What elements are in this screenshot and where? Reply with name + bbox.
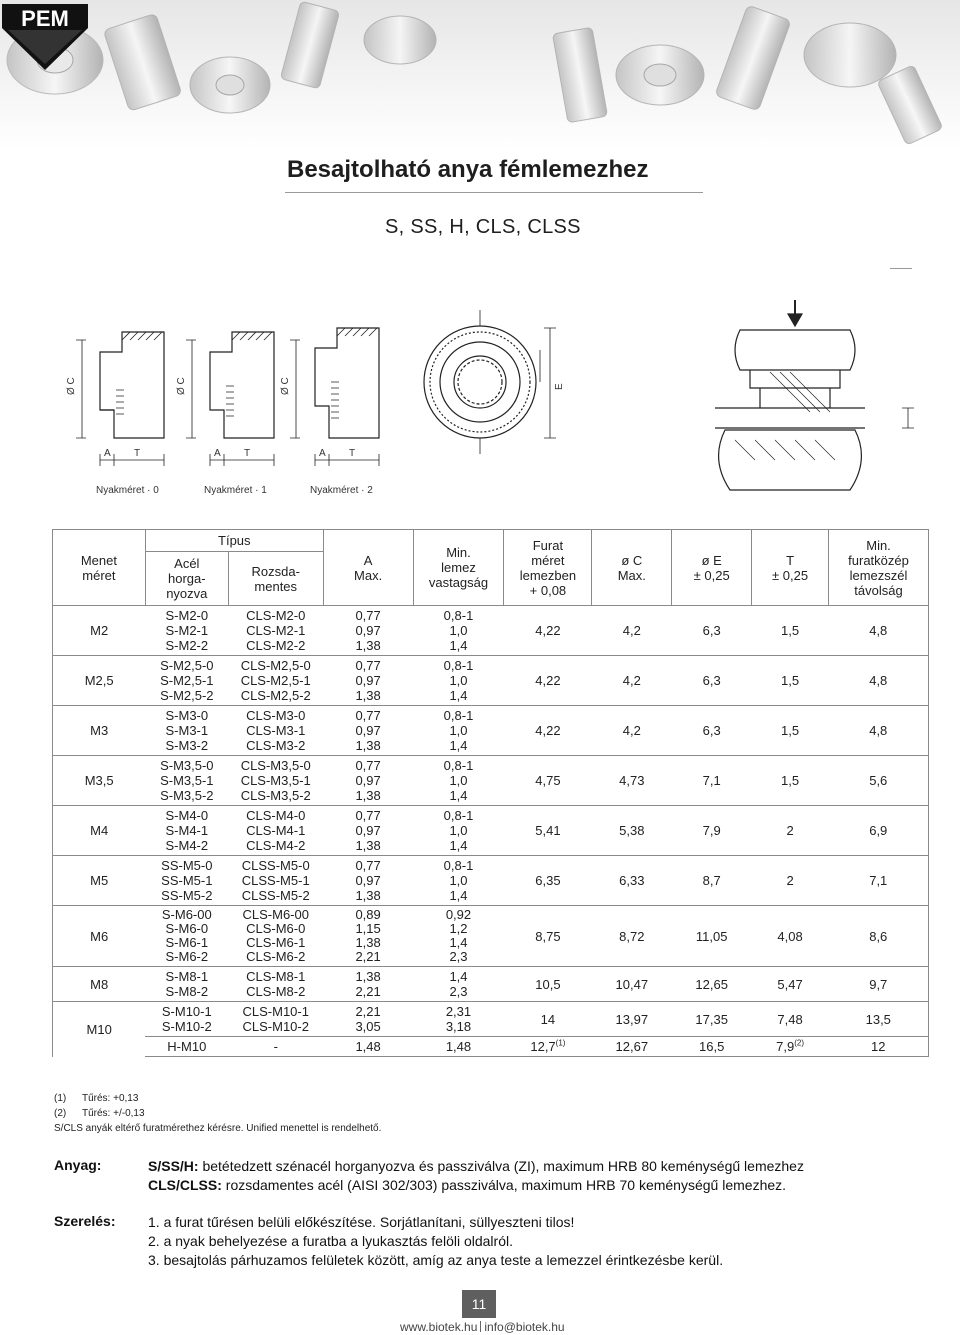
cell-a: 0,89 1,15 1,38 2,21 <box>323 906 413 967</box>
cell-t: 7,9$^{(2)}$ <box>752 1037 829 1057</box>
cell-tavolsag: 4,8 <box>829 656 929 706</box>
cell-tavolsag: 4,8 <box>829 606 929 656</box>
dim-label-c: Ø C <box>280 377 291 395</box>
cell-tavolsag: 6,9 <box>829 806 929 856</box>
szereles-step: 2. a nyak behelyezése a furatba a lyukasztás felöli oldalról. <box>148 1233 513 1249</box>
technical-drawings <box>60 290 920 505</box>
cell-furat: 5,41 <box>504 806 592 856</box>
page-subtitle: S, SS, H, CLS, CLSS <box>385 216 581 238</box>
cell-rozsda: CLSS-M5-0 CLSS-M5-1 CLSS-M5-2 <box>228 856 323 906</box>
pem-logo <box>0 0 90 72</box>
footer-contact <box>400 1320 565 1334</box>
cell-furat: 4,22 <box>504 656 592 706</box>
neck-caption: Nyakméret · 2 <box>310 485 373 496</box>
cell-furat: 8,75 <box>504 906 592 967</box>
cell-min: 1,4 2,3 <box>413 967 504 1002</box>
dim-label-a: A <box>214 448 221 459</box>
footnote: (1) Tűrés: +0,13 <box>54 1093 139 1104</box>
cell-furat: 14 <box>504 1002 592 1037</box>
table-row <box>53 906 929 967</box>
cell-tavolsag: 7,1 <box>829 856 929 906</box>
cell-menet: M10 <box>53 1002 146 1057</box>
cell-rozsda: CLS-M2,5-0 CLS-M2,5-1 CLS-M2,5-2 <box>228 656 323 706</box>
cell-rozsda: CLS-M10-1 CLS-M10-2 <box>228 1002 323 1037</box>
cell-a: 0,77 0,97 1,38 <box>323 656 413 706</box>
cell-t: 1,5 <box>752 706 829 756</box>
cell-e: 6,3 <box>672 606 752 656</box>
cell-tavolsag: 12 <box>829 1037 929 1057</box>
cell-e: 17,35 <box>672 1002 752 1037</box>
cell-t: 7,48 <box>752 1002 829 1037</box>
cell-t: 4,08 <box>752 906 829 967</box>
cell-c: 5,38 <box>592 806 672 856</box>
cell-menet: M2,5 <box>53 656 146 706</box>
table-row <box>53 756 929 806</box>
table-row <box>53 806 929 856</box>
neck-caption: Nyakméret · 0 <box>96 485 159 496</box>
cell-t: 1,5 <box>752 606 829 656</box>
cell-furat: 6,35 <box>504 856 592 906</box>
col-tipus: Típus <box>145 530 323 552</box>
dim-label-a: A <box>319 448 326 459</box>
cell-rozsda: CLS-M8-1 CLS-M8-2 <box>228 967 323 1002</box>
page-number: 11 <box>462 1290 496 1318</box>
cell-c: 10,47 <box>592 967 672 1002</box>
cell-acel: S-M10-1 S-M10-2 <box>145 1002 228 1037</box>
cell-acel: SS-M5-0 SS-M5-1 SS-M5-2 <box>145 856 228 906</box>
footnote-extra: S/CLS anyák eltérő furatmérethez kérésre. Unified menettel is rendelhető. <box>54 1123 382 1134</box>
cell-e: 7,9 <box>672 806 752 856</box>
cell-menet: M6 <box>53 906 146 967</box>
dim-label-t: T <box>134 448 141 459</box>
cell-rozsda: CLS-M4-0 CLS-M4-1 CLS-M4-2 <box>228 806 323 856</box>
cell-menet: M3 <box>53 706 146 756</box>
cell-rozsda: CLS-M2-0 CLS-M2-1 CLS-M2-2 <box>228 606 323 656</box>
table-row <box>53 606 929 656</box>
cell-c: 4,2 <box>592 656 672 706</box>
cell-furat: 4,22 <box>504 606 592 656</box>
cell-a: 0,77 0,97 1,38 <box>323 856 413 906</box>
cell-rozsda: CLS-M3,5-0 CLS-M3,5-1 CLS-M3,5-2 <box>228 756 323 806</box>
footnote: (2) Tűrés: +/-0,13 <box>54 1108 145 1119</box>
szereles-label: Szerelés: <box>54 1213 116 1229</box>
anyag-line-1: S/SS/H: betétedzett szénacél horganyozva és passziválva (ZI), maximum HRB 80 keménységű lemezhez <box>148 1158 804 1174</box>
installation-drawing <box>715 300 914 490</box>
cell-acel: H-M10 <box>145 1037 228 1057</box>
cell-menet: M4 <box>53 806 146 856</box>
nut-profile-1 <box>210 332 274 438</box>
cell-t: 5,47 <box>752 967 829 1002</box>
cell-furat: 10,5 <box>504 967 592 1002</box>
nut-top-view <box>424 310 540 454</box>
table-row <box>53 967 929 1002</box>
title-divider <box>285 192 703 193</box>
col-menet: Menet méret <box>53 530 146 606</box>
dim-label-c: Ø C <box>66 377 77 395</box>
footnote-ref: (1) <box>555 1038 566 1048</box>
table-row <box>53 656 929 706</box>
cell-t: 1,5 <box>752 756 829 806</box>
footnote-ref: (2) <box>794 1038 805 1048</box>
cell-e: 16,5 <box>672 1037 752 1057</box>
cell-e: 11,05 <box>672 906 752 967</box>
col-e: ø E ± 0,25 <box>672 530 752 606</box>
dim-label-t: T <box>349 448 356 459</box>
szereles-step: 3. besajtolás párhuzamos felületek között, amíg az anya teste a lemezzel érintkezésbe kerül. <box>148 1252 724 1268</box>
cell-a: 0,77 0,97 1,38 <box>323 756 413 806</box>
cell-min: 2,31 3,18 <box>413 1002 504 1037</box>
cell-a: 2,21 3,05 <box>323 1002 413 1037</box>
cell-min: 0,8-1 1,0 1,4 <box>413 656 504 706</box>
cell-c: 4,2 <box>592 706 672 756</box>
col-c: ø C Max. <box>592 530 672 606</box>
nut-profile-0 <box>100 332 164 438</box>
cell-min: 0,8-1 1,0 1,4 <box>413 606 504 656</box>
cell-min: 1,48 <box>413 1037 504 1057</box>
hero-banner <box>0 0 960 150</box>
footnotes <box>54 1091 381 1136</box>
cell-acel: S-M3,5-0 S-M3,5-1 S-M3,5-2 <box>145 756 228 806</box>
col-min-vastagsag: Min. lemez vastagság <box>413 530 504 606</box>
cell-e: 8,7 <box>672 856 752 906</box>
cell-tavolsag: 13,5 <box>829 1002 929 1037</box>
cell-a: 0,77 0,97 1,38 <box>323 606 413 656</box>
cell-rozsda: - <box>228 1037 323 1057</box>
anyag-label: Anyag: <box>54 1157 102 1173</box>
cell-furat: 4,75 <box>504 756 592 806</box>
cell-furat: 4,22 <box>504 706 592 756</box>
col-acel: Acél horga- nyozva <box>145 552 228 606</box>
cell-tavolsag: 9,7 <box>829 967 929 1002</box>
footer-email-link[interactable]: info@biotek.hu <box>484 1320 565 1334</box>
col-tavolsag: Min. furatközép lemezszél távolság <box>829 530 929 606</box>
cell-e: 7,1 <box>672 756 752 806</box>
cell-menet: M3,5 <box>53 756 146 806</box>
cell-rozsda: CLS-M6-00 CLS-M6-0 CLS-M6-1 CLS-M6-2 <box>228 906 323 967</box>
cell-min: 0,92 1,2 1,4 2,3 <box>413 906 504 967</box>
cell-a: 1,48 <box>323 1037 413 1057</box>
cell-min: 0,8-1 1,0 1,4 <box>413 756 504 806</box>
cell-furat: 12,7$^{(1)}$ <box>504 1037 592 1057</box>
spec-table <box>52 529 929 1057</box>
product-photo-collage <box>0 0 960 150</box>
spec-table-body <box>53 606 929 1057</box>
col-a: A Max. <box>323 530 413 606</box>
cell-c: 4,2 <box>592 606 672 656</box>
cell-acel: S-M2-0 S-M2-1 S-M2-2 <box>145 606 228 656</box>
cell-acel: S-M4-0 S-M4-1 S-M4-2 <box>145 806 228 856</box>
cell-a: 0,77 0,97 1,38 <box>323 706 413 756</box>
cell-c: 12,67 <box>592 1037 672 1057</box>
anyag-line-2: CLS/CLSS: rozsdamentes acél (AISI 302/303) passziválva, maximum HRB 70 keménységű lemezhez. <box>148 1177 787 1193</box>
cell-menet: M5 <box>53 856 146 906</box>
cell-acel: S-M2,5-0 S-M2,5-1 S-M2,5-2 <box>145 656 228 706</box>
col-t: T ± 0,25 <box>752 530 829 606</box>
cell-c: 4,73 <box>592 756 672 806</box>
table-row <box>53 1037 929 1057</box>
cell-a: 0,77 0,97 1,38 <box>323 806 413 856</box>
cell-min: 0,8-1 1,0 1,4 <box>413 856 504 906</box>
dim-label-a: A <box>104 448 111 459</box>
cell-menet: M8 <box>53 967 146 1002</box>
cell-t: 1,5 <box>752 656 829 706</box>
cell-e: 6,3 <box>672 656 752 706</box>
page-title: Besajtolható anya fémlemezhez <box>287 156 649 183</box>
cell-t: 2 <box>752 806 829 856</box>
col-furat: Furat méret lemezben + 0,08 <box>504 530 592 606</box>
cell-c: 6,33 <box>592 856 672 906</box>
cell-min: 0,8-1 1,0 1,4 <box>413 706 504 756</box>
neck-caption: Nyakméret · 1 <box>204 485 267 496</box>
cell-a: 1,38 2,21 <box>323 967 413 1002</box>
cell-menet: M2 <box>53 606 146 656</box>
dim-label-t: T <box>244 448 251 459</box>
cell-acel: S-M8-1 S-M8-2 <box>145 967 228 1002</box>
cell-acel: S-M6-00 S-M6-0 S-M6-1 S-M6-2 <box>145 906 228 967</box>
cell-tavolsag: 4,8 <box>829 706 929 756</box>
cell-c: 13,97 <box>592 1002 672 1037</box>
cell-min: 0,8-1 1,0 1,4 <box>413 806 504 856</box>
cell-rozsda: CLS-M3-0 CLS-M3-1 CLS-M3-2 <box>228 706 323 756</box>
footer-web-link[interactable]: www.biotek.hu <box>400 1320 478 1334</box>
nut-profile-2 <box>315 328 379 438</box>
cell-t: 2 <box>752 856 829 906</box>
cell-e: 6,3 <box>672 706 752 756</box>
table-row <box>53 706 929 756</box>
szereles-step: 1. a furat tűrésen belüli előkészítése. Sorjátlanítani, süllyeszteni tilos! <box>148 1214 575 1230</box>
table-row <box>53 1002 929 1037</box>
footer-separator <box>480 1321 481 1332</box>
dim-label-c: Ø C <box>176 377 187 395</box>
svg-text:PEM: PEM <box>21 6 69 31</box>
table-row <box>53 856 929 906</box>
col-rozsdamentes: Rozsda- mentes <box>228 552 323 606</box>
dim-label-e: E <box>554 383 565 390</box>
cell-tavolsag: 8,6 <box>829 906 929 967</box>
spec-table-head <box>53 530 929 606</box>
cell-tavolsag: 5,6 <box>829 756 929 806</box>
cell-c: 8,72 <box>592 906 672 967</box>
decorative-rule <box>890 268 912 269</box>
cell-e: 12,65 <box>672 967 752 1002</box>
cell-acel: S-M3-0 S-M3-1 S-M3-2 <box>145 706 228 756</box>
